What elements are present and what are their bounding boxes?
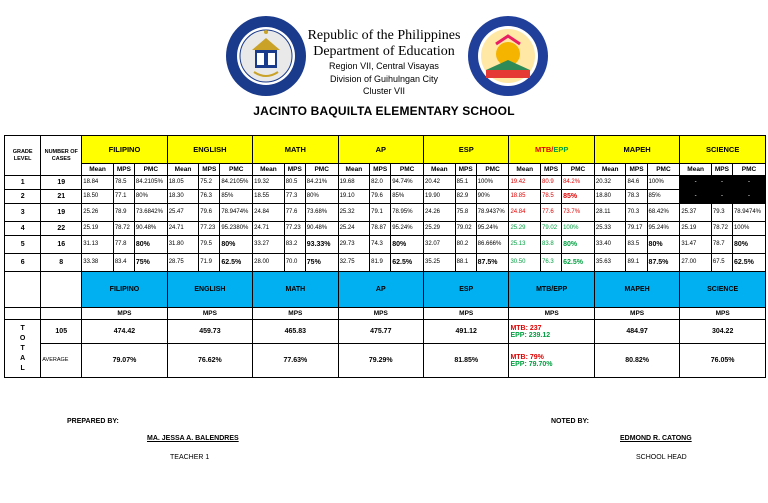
- data-cell: 18.84: [82, 176, 114, 190]
- data-cell: 18.30: [167, 190, 199, 204]
- data-cell: 75%: [305, 254, 338, 272]
- band-filipino: FILIPINO: [82, 272, 167, 308]
- data-cell: 75.2: [199, 176, 220, 190]
- band-math: MATH: [253, 272, 338, 308]
- cases-cell: 8: [41, 254, 82, 272]
- data-cell: 28.00: [253, 254, 285, 272]
- data-cell: 80.9: [541, 176, 562, 190]
- subject-science: SCIENCE: [680, 136, 766, 164]
- mtb-epp-average: [509, 344, 594, 378]
- stat-header: PMC: [305, 164, 338, 176]
- total-letter: A: [20, 354, 26, 362]
- data-cell: 83.4: [113, 254, 134, 272]
- data-cell: 77.6: [541, 204, 562, 222]
- stat-header: MPS: [626, 164, 647, 176]
- grade-level-header: GRADE LEVEL: [5, 136, 41, 176]
- data-cell: 77.3: [284, 190, 305, 204]
- total-letter: T: [20, 344, 25, 352]
- results-table: [4, 135, 766, 378]
- data-cell: 24.71: [253, 222, 285, 236]
- grade-cell: 3: [5, 204, 41, 222]
- data-cell: 85%: [391, 190, 424, 204]
- mps-label: MPS: [338, 308, 423, 320]
- data-cell: 25.29: [509, 222, 541, 236]
- data-cell: 85.1: [455, 176, 476, 190]
- data-cell: 78.87: [370, 222, 391, 236]
- data-cell: 85%: [220, 190, 253, 204]
- data-cell: 78.9474%: [220, 204, 253, 222]
- epp-label: EPP: [553, 145, 569, 154]
- data-cell: 80%: [220, 236, 253, 254]
- mps-label: MPS: [680, 308, 766, 320]
- data-cell: 87.5%: [476, 254, 509, 272]
- data-cell: 80%: [647, 236, 680, 254]
- total-vertical-label: [5, 320, 41, 378]
- data-cell: 79.6: [199, 204, 220, 222]
- data-cell: 77.8: [113, 236, 134, 254]
- data-cell: 79.02: [455, 222, 476, 236]
- data-cell: 84.2%: [562, 176, 595, 190]
- mps-total: 491.12: [424, 320, 509, 344]
- mps-total: 459.73: [167, 320, 252, 344]
- header-line-cluster: Cluster VII: [362, 86, 405, 96]
- data-cell: 18.05: [167, 176, 199, 190]
- average-value: 76.05%: [680, 344, 766, 378]
- data-cell: 77.23: [284, 222, 305, 236]
- band-mtb-epp: MTB/EPP: [509, 272, 594, 308]
- cases-header: NUMBER OF CASES: [41, 136, 82, 176]
- data-cell: 79.02: [541, 222, 562, 236]
- stat-header: MPS: [541, 164, 562, 176]
- data-cell: -: [732, 190, 765, 204]
- data-cell: 70.0: [284, 254, 305, 272]
- data-cell: 80%: [134, 236, 167, 254]
- data-cell: 32.75: [338, 254, 370, 272]
- mtb-label: MTB/: [534, 145, 554, 154]
- stat-header: PMC: [220, 164, 253, 176]
- header-line-deped: Department of Education: [313, 44, 455, 59]
- header-line-republic: Republic of the Philippines: [307, 28, 461, 43]
- average-value: 79.29%: [338, 344, 423, 378]
- data-cell: 25.24: [338, 222, 370, 236]
- grade-cell: 2: [5, 190, 41, 204]
- average-row: [5, 344, 766, 378]
- subject-esp: ESP: [424, 136, 509, 164]
- data-cell: 25.19: [680, 222, 712, 236]
- stat-header: PMC: [391, 164, 424, 176]
- stat-header: Mean: [338, 164, 370, 176]
- preparer-title: TEACHER 1: [170, 454, 210, 461]
- epp-average: EPP: 79.70%: [510, 360, 553, 368]
- data-cell: 70.3: [626, 204, 647, 222]
- average-value: 80.82%: [594, 344, 679, 378]
- noter-name: EDMOND R. CATONG: [620, 435, 692, 442]
- data-cell: 78.9474%: [732, 204, 765, 222]
- data-cell: 18.55: [253, 190, 285, 204]
- table-row: [5, 176, 766, 190]
- band-esp: ESP: [424, 272, 509, 308]
- data-cell: 24.84: [253, 204, 285, 222]
- cases-cell: 19: [41, 176, 82, 190]
- data-cell: 25.47: [167, 204, 199, 222]
- data-cell: 33.38: [82, 254, 114, 272]
- header-line-division: Division of Guihulngan City: [329, 74, 439, 84]
- grade-cell: 4: [5, 222, 41, 236]
- data-cell: 80%: [391, 236, 424, 254]
- stat-header: Mean: [167, 164, 199, 176]
- data-cell: 78.7: [711, 236, 732, 254]
- data-cell: 88.1: [455, 254, 476, 272]
- stat-header-row: [5, 164, 766, 176]
- grade-cell: 6: [5, 254, 41, 272]
- data-cell: 85%: [562, 190, 595, 204]
- data-cell: 93.33%: [305, 236, 338, 254]
- subject-math: MATH: [253, 136, 338, 164]
- average-label: AVERAGE: [41, 344, 82, 378]
- data-cell: 18.80: [594, 190, 626, 204]
- data-cell: 71.9: [199, 254, 220, 272]
- stat-header: MPS: [370, 164, 391, 176]
- data-cell: 90.48%: [134, 222, 167, 236]
- stat-header: PMC: [134, 164, 167, 176]
- data-cell: 86.666%: [476, 236, 509, 254]
- mps-total: 474.42: [82, 320, 167, 344]
- subject-mtb-epp: [509, 136, 594, 164]
- data-cell: 74.3: [370, 236, 391, 254]
- stat-header: Mean: [82, 164, 114, 176]
- data-cell: 35.25: [424, 254, 456, 272]
- data-cell: 67.5: [711, 254, 732, 272]
- data-cell: 78.72: [113, 222, 134, 236]
- mtb-average: MTB: 79%: [510, 353, 544, 361]
- total-cases: 105: [41, 320, 82, 344]
- mps-label: MPS: [167, 308, 252, 320]
- noted-by-label: NOTED BY:: [551, 418, 589, 425]
- data-cell: 90.48%: [305, 222, 338, 236]
- data-cell: 75%: [134, 254, 167, 272]
- data-cell: 35.63: [594, 254, 626, 272]
- band-science: SCIENCE: [680, 272, 766, 308]
- mps-total: 484.97: [594, 320, 679, 344]
- data-cell: 95.2380%: [220, 222, 253, 236]
- mps-total: 304.22: [680, 320, 766, 344]
- total-letter: O: [19, 334, 26, 342]
- mtb-epp-total: [509, 320, 594, 344]
- table-row: [5, 222, 766, 236]
- data-cell: 100%: [476, 176, 509, 190]
- total-letter: L: [20, 364, 25, 372]
- noter-title: SCHOOL HEAD: [636, 454, 687, 461]
- data-cell: 87.5%: [647, 254, 680, 272]
- data-cell: 25.19: [82, 222, 114, 236]
- mps-band-row: [5, 272, 766, 308]
- data-cell: 25.26: [82, 204, 114, 222]
- stat-header: MPS: [113, 164, 134, 176]
- total-row: [5, 320, 766, 344]
- average-value: 79.07%: [82, 344, 167, 378]
- data-cell: 83.5: [626, 236, 647, 254]
- data-cell: 25.13: [509, 236, 541, 254]
- stat-header: MPS: [711, 164, 732, 176]
- data-cell: 25.29: [424, 222, 456, 236]
- mps-label-row: [5, 308, 766, 320]
- data-cell: 33.27: [253, 236, 285, 254]
- stat-header: Mean: [424, 164, 456, 176]
- data-cell: 100%: [647, 176, 680, 190]
- mps-label: MPS: [509, 308, 594, 320]
- data-cell: 79.6: [370, 190, 391, 204]
- division-seal-icon: [466, 14, 550, 98]
- data-cell: 32.07: [424, 236, 456, 254]
- data-cell: 82.9: [455, 190, 476, 204]
- data-cell: 20.42: [424, 176, 456, 190]
- mps-label: MPS: [82, 308, 167, 320]
- mps-label: MPS: [424, 308, 509, 320]
- data-cell: 29.73: [338, 236, 370, 254]
- data-cell: 78.72: [711, 222, 732, 236]
- average-value: 77.63%: [253, 344, 338, 378]
- stat-header: Mean: [680, 164, 712, 176]
- mtb-total: MTB: 237: [510, 324, 542, 332]
- data-cell: 24.71: [167, 222, 199, 236]
- stat-header: Mean: [509, 164, 541, 176]
- data-cell: 78.9: [113, 204, 134, 222]
- data-cell: 28.11: [594, 204, 626, 222]
- deped-seal-icon: [224, 14, 308, 98]
- spacer: [5, 308, 41, 320]
- data-cell: 19.32: [253, 176, 285, 190]
- data-cell: 76.3: [541, 254, 562, 272]
- epp-total: EPP: 239.12: [510, 331, 551, 339]
- data-cell: 19.10: [338, 190, 370, 204]
- data-cell: 84.21%: [305, 176, 338, 190]
- data-cell: 77.1: [113, 190, 134, 204]
- data-cell: 79.1: [370, 204, 391, 222]
- grade-rows: [5, 176, 766, 272]
- data-cell: 77.6: [284, 204, 305, 222]
- mps-total: 475.77: [338, 320, 423, 344]
- grade-cell: 1: [5, 176, 41, 190]
- cases-cell: 21: [41, 190, 82, 204]
- data-cell: -: [711, 190, 732, 204]
- data-cell: -: [732, 176, 765, 190]
- data-cell: 78.5: [113, 176, 134, 190]
- data-cell: 94.74%: [391, 176, 424, 190]
- data-cell: 75.8: [455, 204, 476, 222]
- data-cell: 85%: [647, 190, 680, 204]
- data-cell: 31.80: [167, 236, 199, 254]
- data-cell: 28.75: [167, 254, 199, 272]
- data-cell: 68.42%: [647, 204, 680, 222]
- data-cell: 25.37: [680, 204, 712, 222]
- average-value: 81.85%: [424, 344, 509, 378]
- data-cell: 78.95%: [391, 204, 424, 222]
- subject-mapeh: MAPEH: [594, 136, 679, 164]
- data-cell: 80%: [305, 190, 338, 204]
- data-cell: 19.68: [338, 176, 370, 190]
- stat-header: MPS: [284, 164, 305, 176]
- data-cell: 73.7%: [562, 204, 595, 222]
- prepared-by-label: PREPARED BY:: [67, 418, 119, 425]
- data-cell: 80%: [562, 236, 595, 254]
- data-cell: 18.85: [509, 190, 541, 204]
- data-cell: 78.3: [626, 190, 647, 204]
- data-cell: 30.50: [509, 254, 541, 272]
- data-cell: 79.5: [199, 236, 220, 254]
- data-cell: 83.8: [541, 236, 562, 254]
- data-cell: 84.2105%: [134, 176, 167, 190]
- data-cell: 83.2: [284, 236, 305, 254]
- stat-header: PMC: [732, 164, 765, 176]
- data-cell: 78.5: [541, 190, 562, 204]
- data-cell: 62.5%: [391, 254, 424, 272]
- data-cell: 27.00: [680, 254, 712, 272]
- table-row: [5, 254, 766, 272]
- data-cell: 80%: [732, 236, 765, 254]
- data-cell: 20.32: [594, 176, 626, 190]
- data-cell: 84.6: [626, 176, 647, 190]
- data-cell: 25.32: [338, 204, 370, 222]
- data-cell: 18.50: [82, 190, 114, 204]
- stat-header: MPS: [455, 164, 476, 176]
- data-cell: 73.68%: [305, 204, 338, 222]
- data-cell: 19.42: [509, 176, 541, 190]
- data-cell: 31.13: [82, 236, 114, 254]
- grade-cell: 5: [5, 236, 41, 254]
- data-cell: 19.90: [424, 190, 456, 204]
- data-cell: -: [680, 190, 712, 204]
- data-cell: 95.24%: [476, 222, 509, 236]
- data-cell: 95.24%: [647, 222, 680, 236]
- school-name: JACINTO BAQUILTA ELEMENTARY SCHOOL: [253, 104, 515, 118]
- data-cell: 78.9437%: [476, 204, 509, 222]
- data-cell: 31.47: [680, 236, 712, 254]
- subject-filipino: FILIPINO: [82, 136, 167, 164]
- document-header: [0, 0, 768, 120]
- data-cell: 62.5%: [732, 254, 765, 272]
- data-cell: 76.3: [199, 190, 220, 204]
- cases-cell: 16: [41, 236, 82, 254]
- cases-cell: 22: [41, 222, 82, 236]
- data-cell: 80.2: [455, 236, 476, 254]
- subject-english: ENGLISH: [167, 136, 252, 164]
- data-cell: 89.1: [626, 254, 647, 272]
- data-cell: 62.5%: [562, 254, 595, 272]
- data-cell: 82.0: [370, 176, 391, 190]
- data-cell: 80.5: [284, 176, 305, 190]
- data-cell: 79.17: [626, 222, 647, 236]
- total-letter: T: [20, 324, 25, 332]
- band-mapeh: MAPEH: [594, 272, 679, 308]
- data-cell: 33.40: [594, 236, 626, 254]
- subject-header-row: [5, 136, 766, 164]
- data-cell: -: [680, 176, 712, 190]
- mps-total: 465.83: [253, 320, 338, 344]
- data-cell: -: [711, 176, 732, 190]
- data-cell: 90%: [476, 190, 509, 204]
- stat-header: MPS: [199, 164, 220, 176]
- table-row: [5, 190, 766, 204]
- data-cell: 24.84: [509, 204, 541, 222]
- stat-header: Mean: [253, 164, 285, 176]
- preparer-name: MA. JESSA A. BALENDRES: [147, 435, 239, 442]
- band-english: ENGLISH: [167, 272, 252, 308]
- data-cell: 62.5%: [220, 254, 253, 272]
- cases-cell: 19: [41, 204, 82, 222]
- data-cell: 80%: [134, 190, 167, 204]
- subject-ap: AP: [338, 136, 423, 164]
- table-row: [5, 236, 766, 254]
- table-row: [5, 204, 766, 222]
- data-cell: 95.24%: [391, 222, 424, 236]
- stat-header: PMC: [647, 164, 680, 176]
- data-cell: 79.3: [711, 204, 732, 222]
- mps-label: MPS: [253, 308, 338, 320]
- band-ap: AP: [338, 272, 423, 308]
- data-cell: 100%: [562, 222, 595, 236]
- data-cell: 24.26: [424, 204, 456, 222]
- stat-header: PMC: [562, 164, 595, 176]
- stat-header: Mean: [594, 164, 626, 176]
- average-value: 76.62%: [167, 344, 252, 378]
- data-cell: 81.9: [370, 254, 391, 272]
- mps-label: MPS: [594, 308, 679, 320]
- header-line-region: Region VII, Central Visayas: [329, 61, 439, 71]
- data-cell: 84.2105%: [220, 176, 253, 190]
- data-cell: 73.6842%: [134, 204, 167, 222]
- data-cell: 25.33: [594, 222, 626, 236]
- data-cell: 77.23: [199, 222, 220, 236]
- data-cell: 100%: [732, 222, 765, 236]
- stat-header: PMC: [476, 164, 509, 176]
- spacer: [41, 308, 82, 320]
